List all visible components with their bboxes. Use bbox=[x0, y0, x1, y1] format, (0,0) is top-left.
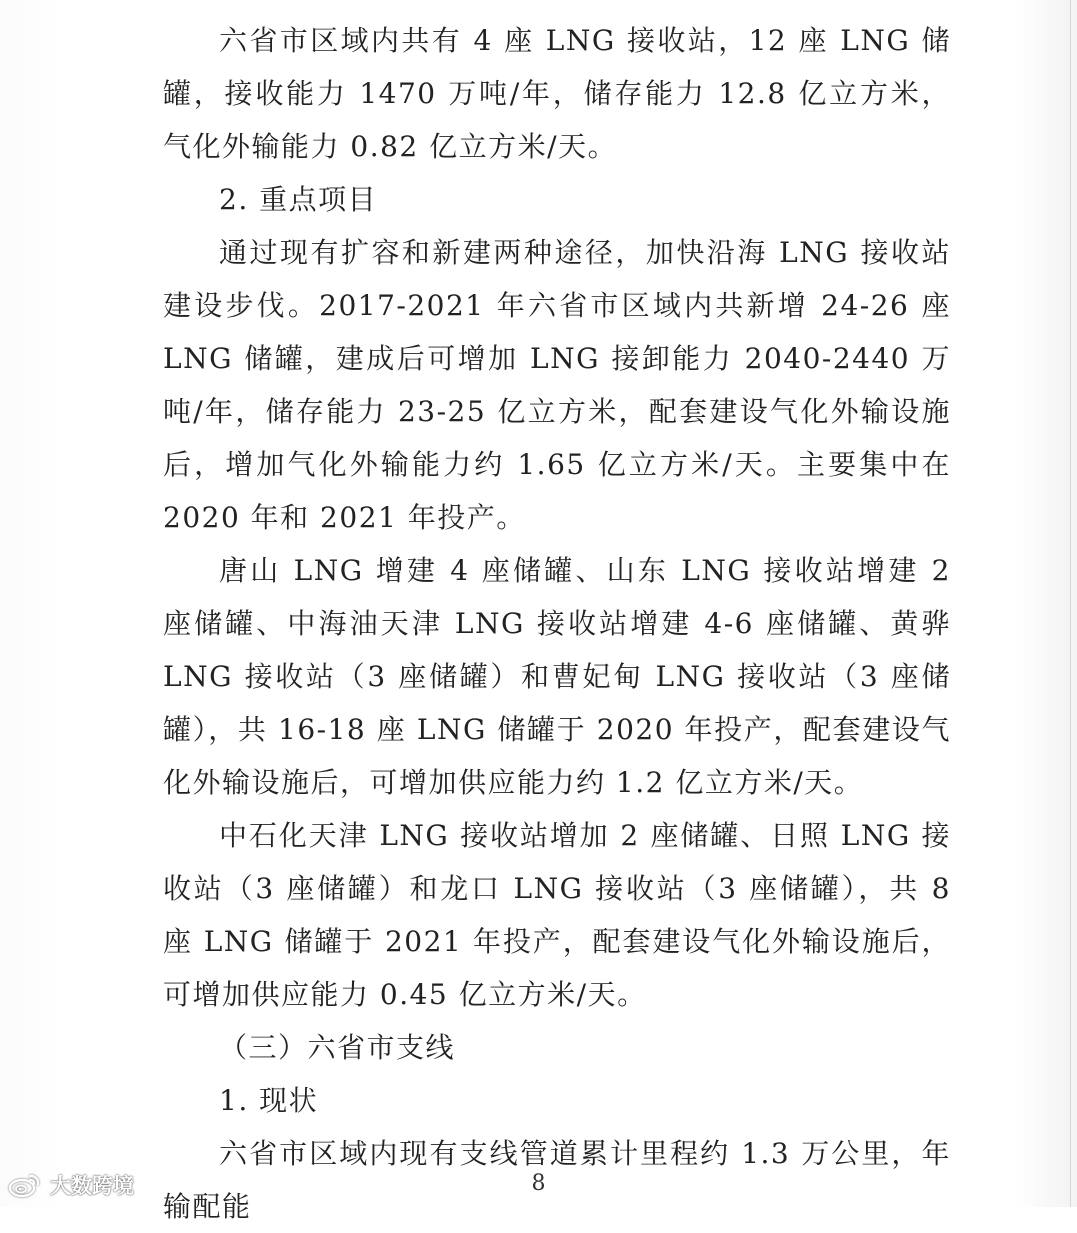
paragraph-2020-projects: 唐山 LNG 增建 4 座储罐、山东 LNG 接收站增建 2 座储罐、中海油天津 LNG 接收站增建 4-6 座储罐、黄骅 LNG 接收站（3 座储罐）和曹妃甸 LNG 接收站（3 座储罐），共 16-18 座 LNG 储罐于 2020 年投产，配套建设气化外输设施后，可增加供应能力约 1.2 亿立方米/天。 bbox=[163, 554, 951, 799]
paragraph-2021-projects: 中石化天津 LNG 接收站增加 2 座储罐、日照 LNG 接收站（3 座储罐）和龙口 LNG 接收站（3 座储罐），共 8 座 LNG 储罐于 2021 年投产，配套建设气化外输设施后，可增加供应能力 0.45 亿立方米/天。 bbox=[163, 819, 951, 1011]
paragraph-lng-status: 六省市区域内共有 4 座 LNG 接收站，12 座 LNG 储罐，接收能力 1470 万吨/年，储存能力 12.8 亿立方米，气化外输能力 0.82 亿立方米/天。 bbox=[163, 24, 951, 163]
page-edge-shadow bbox=[1070, 0, 1071, 1207]
heading-key-projects: 2. 重点项目 bbox=[219, 183, 378, 216]
paragraph-branch-status: 六省市区域内现有支线管道累计里程约 1.3 万公里，年输配能 bbox=[163, 1137, 951, 1223]
weibo-logo-icon bbox=[8, 1172, 42, 1198]
watermark bbox=[8, 1170, 134, 1200]
heading-status: 1. 现状 bbox=[219, 1084, 319, 1117]
paragraph-expansion: 通过现有扩容和新建两种途径，加快沿海 LNG 接收站建设步伐。2017-2021 年六省市区域内共新增 24-26 座 LNG 储罐，建成后可增加 LNG 接卸能力 2040-2440 万吨/年，储存能力 23-25 亿立方米，配套建设气化外输设施后，增加气化外输能力约 1.65 亿立方米/天。主要集中在 2020 年和 2021 年投产。 bbox=[163, 236, 951, 534]
page-number: 8 bbox=[531, 1171, 546, 1196]
watermark-text: 大数跨境 bbox=[50, 1174, 134, 1198]
body-text bbox=[163, 14, 951, 1233]
heading-branch-lines: （三）六省市支线 bbox=[219, 1031, 456, 1064]
